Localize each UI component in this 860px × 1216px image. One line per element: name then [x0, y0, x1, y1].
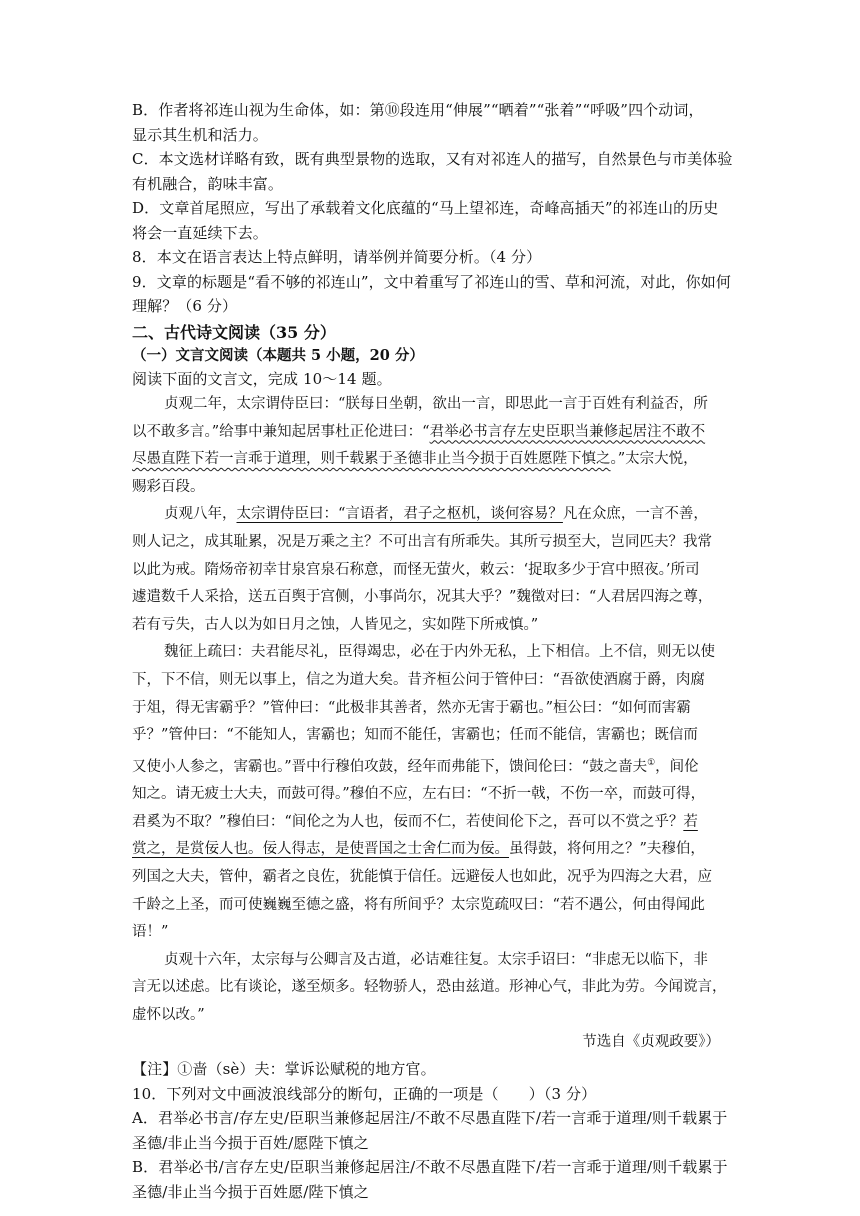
- passage-line: [132, 836, 732, 864]
- passage-line: 于俎，得无害霸乎？”管仲曰：“此极非其善者，然亦无害于霸也。”桓公曰：“如何而害霸: [132, 699, 691, 716]
- passage-text: ，间伦: [655, 758, 699, 775]
- question-9-line2: 理解？（6 分）: [132, 297, 238, 315]
- passage-line: 下，下不信，则无以事上，信之为道大矣。昔齐桓公问于管仲曰：“吾欲使酒腐于爵，肉腐: [132, 671, 705, 688]
- option-b-line1: B．作者将祁连山视为生命体，如：第⑩段连用“伸展”“晒着”“张着”“呼吸”四个动词，: [132, 101, 704, 119]
- passage-line: 则人记之，成其耻累，况是万乘之主？不可出言有所乖失。其所亏损至大，岂同匹夫？我常: [132, 533, 712, 550]
- passage-line: 虚怀以改。”: [132, 1006, 205, 1023]
- passage-line: 列国之大夫，管仲，霸者之良佐，犹能慎于信任。远避佞人也如此，况乎为四海之大君，应: [132, 868, 712, 885]
- passage-line: 知之。请无疲士大夫，而鼓可得。”穆伯不应，左右曰：“不折一戟，不伤一卒，而鼓可得，: [132, 786, 706, 803]
- passage-text: 。”太宗大悦，: [610, 451, 698, 468]
- question-9-line1: 9．文章的标题是“看不够的祁连山”，文中着重写了祁连山的雪、草和河流，对此，你如何: [132, 272, 731, 291]
- passage-text: 凡在众庶，一言不善，: [562, 506, 708, 523]
- passage-line: [132, 501, 732, 529]
- passage-text: 又使小人参之，害霸也。”晋中行穆伯攻鼓，经年而弗能下，馈间伦曰：“鼓之啬夫: [132, 758, 648, 775]
- q10-option-a-line1: A．君举必书言/存左史/臣职当兼修起居注/不敢不尽愚直陛下/若一言乖于道理/则千载累于: [132, 1109, 728, 1128]
- passage-line: [132, 446, 732, 474]
- footnote-marker: ①: [647, 757, 656, 768]
- passage-text: 以不敢多言。”给事中兼知起居事杜正伦进曰：“: [132, 423, 430, 440]
- classical-passage: [132, 391, 732, 1057]
- section-heading: 二、古代诗文阅读（35 分）: [132, 322, 336, 342]
- option-d-line1: D．文章首尾照应，写出了承载着文化底蕴的“马上望祁连，奇峰高插天”的祁连山的历史: [132, 199, 719, 217]
- reading-instruction: 阅读下面的文言文，完成 10～14 题。: [132, 369, 392, 388]
- underlined-text: 若: [683, 813, 698, 830]
- passage-line: [132, 809, 732, 837]
- passage-line: [132, 750, 732, 781]
- question-8: 8．本文在语言表达上特点鲜明，请举例并简要分析。（4 分）: [132, 248, 542, 266]
- option-d-line2: 将会一直延续下去。: [132, 223, 268, 242]
- document-page: [132, 98, 732, 1204]
- subsection-heading: （一）文言文阅读（本题共 5 小题，20 分）: [132, 346, 424, 364]
- passage-line: 以此为戒。隋炀帝初幸甘泉宫泉石称意，而怪无萤火，敕云：‘捉取多少于宫中照夜。’所司: [132, 561, 700, 578]
- passage-line: 若有亏失，古人以为如日月之蚀，人皆见之，实如陛下所戒慎。”: [132, 616, 539, 633]
- option-b-line2: 显示其生机和活力。: [132, 125, 268, 144]
- wavy-underlined-text: 君举必书言存左史臣职当兼修起居注不敢不: [429, 423, 706, 440]
- passage-line: 乎？”管仲曰：“不能知人，害霸也；知而不能任，害霸也；任而不能信，害霸也；既信而: [132, 727, 698, 744]
- q10-option-b-line2: 圣德/非止当今损于百姓愿/陛下慎之: [132, 1182, 369, 1201]
- underlined-text: 赏之，是赏佞人也。佞人得志，是使晋国之士舍仁而为佞。: [132, 841, 509, 858]
- wavy-underlined-text: 尽愚直陛下若一言乖于道理，则千载累于圣德非止当今损于百姓愿陛下慎之: [132, 451, 611, 468]
- passage-line: [132, 419, 732, 447]
- option-c-line1: C．本文选材详略有致，既有典型景物的选取，又有对祁连人的描写，自然景色与市美体验: [132, 150, 733, 168]
- passage-text: 贞观八年，: [164, 506, 237, 523]
- question-10-stem: 10．下列对文中画波浪线部分的断句，正确的一项是（ ）（3 分）: [132, 1084, 597, 1103]
- passage-line: 言无以述虑。比有谈论，遂至烦多。轻物骄人，恐由兹道。形神心气，非此为劳。今闻谠言，: [132, 979, 727, 996]
- passage-source: 节选自《贞观政要》）: [582, 1034, 720, 1051]
- q10-option-a-line2: 圣德/非止当今损于百姓/愿陛下慎之: [132, 1133, 369, 1152]
- passage-line: 遽遣数千人采拾，送五百舆于宫侧，小事尚尔，况其大乎？”魏徵对曰：“人君居四海之尊，: [132, 589, 713, 606]
- passage-line: 贞观二年，太宗谓侍臣曰：“朕每日坐朝，欲出一言，即思此一言于百姓有利益否，所: [164, 396, 708, 412]
- passage-line: 赐彩百段。: [132, 478, 205, 495]
- passage-line: 千龄之上圣，而可使巍巍至德之盛，将有所间乎？太宗览疏叹曰：“若不遇公，何由得闻此: [132, 896, 705, 913]
- underlined-text: 太宗谓侍臣曰：“言语者，君子之枢机，谈何容易？: [236, 506, 563, 523]
- passage-line: 贞观十六年，太宗每与公卿言及古道，必诘难往复。太宗手诏曰：“非虑无以临下，非: [164, 951, 708, 968]
- footnote: 【注】①啬（sè）夫：掌诉讼赋税的地方官。: [132, 1060, 436, 1079]
- option-c-line2: 有机融合，韵味丰富。: [132, 174, 284, 193]
- passage-line: 魏征上疏曰：夫君能尽礼，臣得竭忠，必在于内外无私，上下相信。上不信，则无以使: [164, 644, 715, 661]
- passage-line: 语！”: [132, 924, 169, 941]
- passage-text: 君奚为不取？”穆伯曰：“间伦之为人也，佞而不仁，若使间伦下之，吾可以不赏之乎？: [132, 813, 684, 830]
- q10-option-b-line1: B．君举必书/言存左史/臣职当兼修起居注/不敢不尽愚直陛下/若一言乖于道理/则千载累于: [132, 1158, 728, 1177]
- passage-text: 虽得鼓，将何用之？”夫穆伯，: [509, 841, 705, 858]
